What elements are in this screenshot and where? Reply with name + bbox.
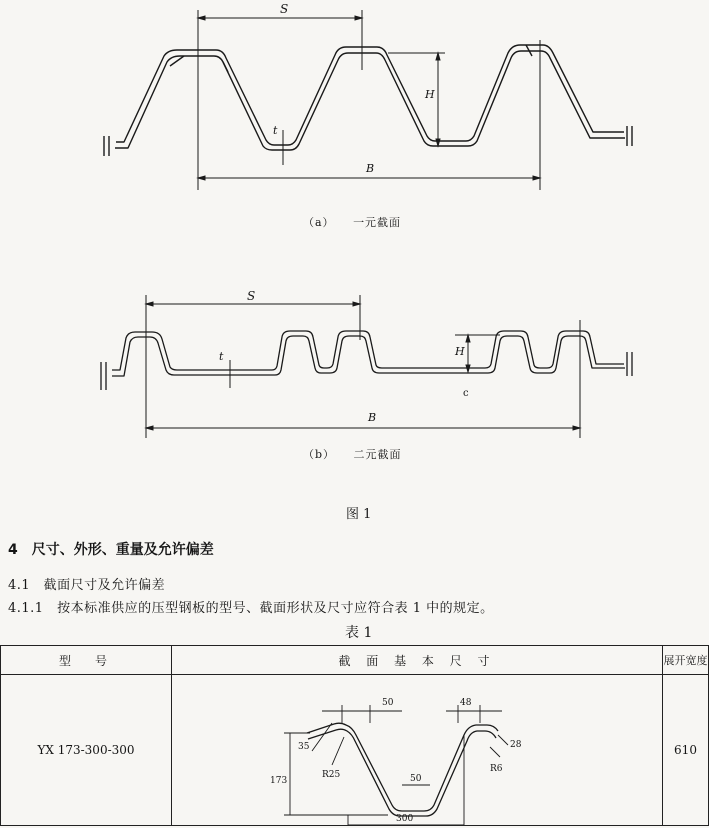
section-heading: 4 尺寸、外形、重量及允许偏差: [8, 542, 214, 558]
table-header-row: [1, 646, 709, 675]
table-title: 表 1: [345, 625, 373, 641]
figure-a-caption: [303, 214, 401, 230]
dim-a-s: S: [280, 2, 289, 16]
dim-a-b: B: [366, 162, 375, 175]
cell-section-diagram: [172, 675, 663, 826]
dim-a-h: H: [425, 88, 435, 101]
section-paragraph: 4.1.1 按本标准供应的压型钢板的型号、截面形状及尺寸应符合表 1 中的规定。: [8, 601, 494, 616]
dim-r25: R25: [322, 770, 341, 780]
header-section-dims: 截 面 基 本 尺 寸: [172, 646, 663, 675]
table-row: [1, 675, 709, 826]
dim-48: 48: [460, 698, 472, 708]
dim-a-t: t: [273, 124, 278, 137]
subsection-heading: 4.1 截面尺寸及允许偏差: [8, 578, 166, 593]
dim-173: 173: [270, 776, 288, 786]
figure-title: 图 1: [346, 507, 372, 522]
header-width: 展开宽度: [663, 646, 709, 675]
figure-b-diagram: [0, 280, 709, 450]
cell-width: 610: [663, 675, 709, 826]
dim-b-extra: c: [463, 388, 469, 399]
dim-50-top: 50: [382, 698, 394, 708]
figure-b-caption: [303, 446, 402, 462]
section-profile-diagram: [172, 675, 662, 825]
dim-28: 28: [510, 740, 522, 750]
dim-b-h: H: [455, 345, 465, 358]
header-model: 型 号: [1, 646, 172, 675]
dim-300: 300: [396, 814, 414, 824]
dim-r6: R6: [490, 764, 503, 774]
cell-model: YX 173-300-300: [1, 675, 172, 826]
figure-b-caption-text: 二元截面: [353, 448, 402, 461]
dim-b-s: S: [247, 289, 256, 303]
profile-a-line-1: [115, 51, 625, 150]
dim-35: 35: [298, 742, 310, 752]
figure-a-diagram: [0, 0, 709, 240]
dim-b-b: B: [368, 411, 377, 424]
figure-b-caption-label: （b）: [303, 448, 336, 461]
dim-50-bottom: 50: [410, 774, 422, 784]
figure-a-caption-label: （a）: [303, 216, 335, 229]
dim-b-t: t: [219, 350, 224, 363]
spec-table: [0, 645, 709, 826]
figure-a-caption-text: 一元截面: [353, 216, 402, 229]
profile-a-line-2: [116, 45, 624, 145]
